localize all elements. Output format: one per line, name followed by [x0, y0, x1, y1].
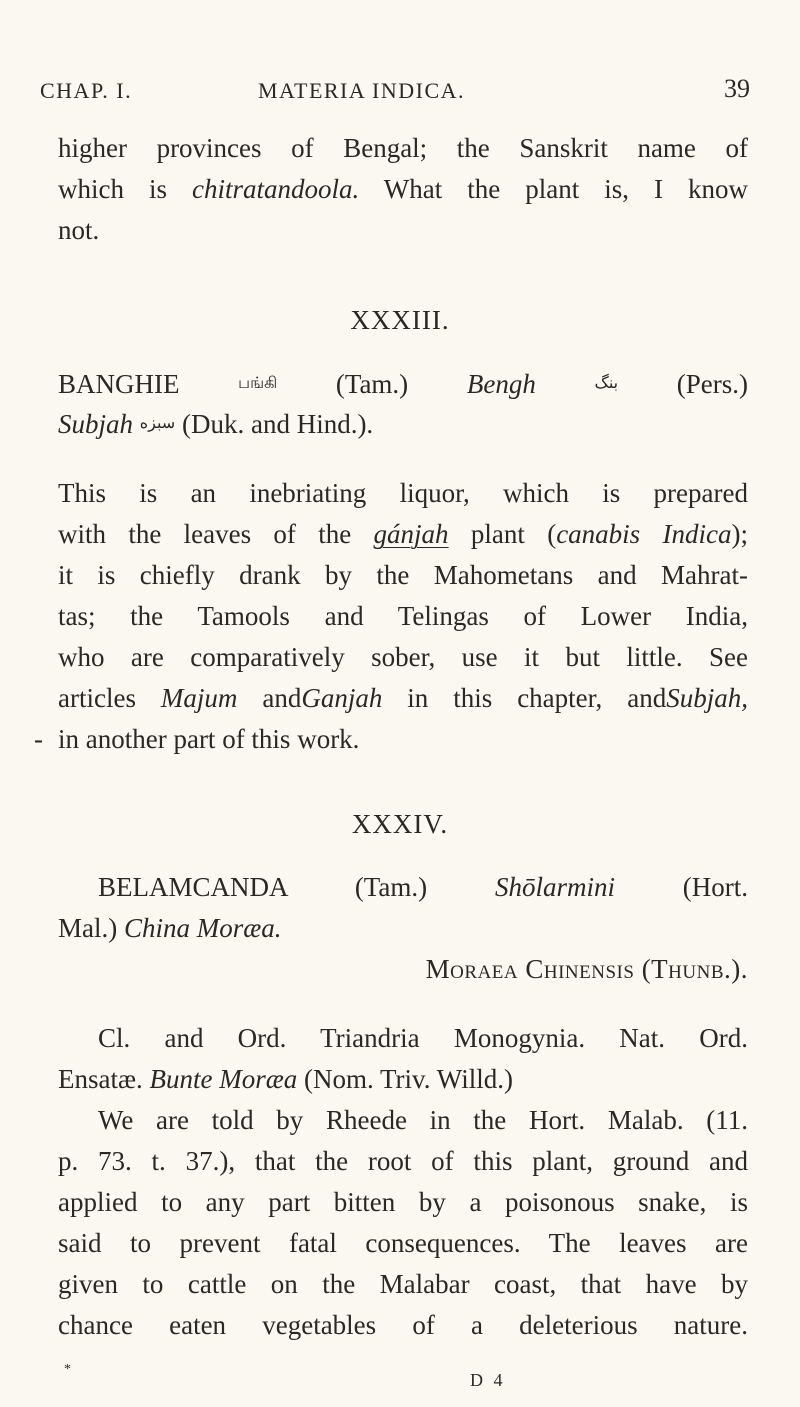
section-33-numeral: XXXIII. — [350, 305, 450, 335]
sec33-para-line-5 — [58, 639, 748, 675]
text: said to prevent fatal consequences. The leaves are — [58, 1228, 748, 1258]
persian-name: Bengh — [466, 369, 536, 399]
text: This is an inebriating liquor, which is prepared — [58, 478, 748, 508]
text: and — [237, 683, 302, 713]
persian-script: بنگ — [594, 375, 619, 392]
sec33-heading-line-2 — [58, 406, 748, 447]
ganjah-ref: Ganjah — [301, 683, 383, 713]
common-name: China Moræa. — [123, 913, 282, 943]
footer-asterisk: * — [64, 1362, 71, 1377]
subjah-ref: Subjah, — [666, 683, 748, 713]
text: in this chapter, and — [382, 683, 667, 713]
text: tas; the Tamools and Telingas of Lower India, — [58, 601, 748, 631]
text: plant ( — [448, 519, 557, 549]
sec33-para-line-4 — [58, 598, 748, 634]
sec34-para-line-3 — [98, 1102, 748, 1138]
text: What the plant is, I know — [359, 174, 749, 204]
chapter-label: CHAP. I. — [40, 78, 133, 103]
sec34-heading-line-1 — [98, 869, 748, 905]
sec33-heading-line-1 — [58, 366, 748, 407]
german-name: Bunte Moræa — [149, 1064, 298, 1094]
text: Ensatæ. — [58, 1064, 150, 1094]
text: We are told by Rheede in the Hort. Malab. (11. — [98, 1105, 748, 1135]
text: chance eaten vegetables of a deleterious nature. — [58, 1310, 748, 1340]
hindustani-name: Subjah — [58, 409, 134, 439]
sec34-para-line-1 — [98, 1020, 748, 1056]
text: with the leaves of the — [58, 519, 374, 549]
botanical-name: canabis Indica — [556, 519, 732, 549]
tamil-script: பங்கி — [238, 375, 278, 392]
page-number: 39 — [724, 74, 750, 103]
sec34-heading-line-2 — [58, 910, 748, 946]
malabar-name: Shōlarmini — [494, 872, 615, 902]
text: given to cattle on the Malabar coast, that have by — [58, 1269, 748, 1299]
text: who are comparatively sober, use it but little. See — [58, 642, 748, 672]
running-title: MATERIA INDICA. — [258, 78, 466, 103]
sec33-para-line-2 — [58, 516, 748, 552]
running-header — [40, 74, 750, 118]
section-34-numeral: XXXIV. — [351, 809, 449, 839]
signature-mark: D 4 — [470, 1370, 506, 1390]
text: Cl. and Ord. Triandria Monogynia. Nat. Ord. — [98, 1023, 748, 1053]
sanskrit-name: chitratandoola. — [192, 174, 360, 204]
text: BANGHIE — [58, 369, 239, 399]
intro-line-2 — [58, 171, 748, 207]
text: not. — [58, 215, 100, 245]
text: BELAMCANDA (Tam.) — [98, 872, 495, 902]
intro-line-1 — [58, 130, 748, 166]
text: (Hort. — [614, 872, 749, 902]
sec33-para-line-3 — [58, 557, 748, 593]
sec34-para-line-6 — [58, 1225, 748, 1261]
text: (Duk. and Hind.). — [175, 409, 374, 439]
text: (Pers.) — [618, 369, 749, 399]
hindustani-script: سبزه — [139, 415, 176, 432]
text: it is chiefly drank by the Mahometans and Mahrat- — [58, 560, 748, 590]
sec34-para-line-2 — [58, 1061, 748, 1097]
sec33-para-line-1 — [58, 475, 748, 511]
intro-line-3 — [58, 212, 748, 248]
text: ); — [731, 519, 748, 549]
text: articles — [58, 683, 161, 713]
sec34-para-line-7 — [58, 1266, 748, 1302]
sec34-botanical-name: Moraea Chinensis (Thunb.). — [425, 954, 748, 984]
sec33-para-line-7 — [58, 721, 748, 757]
sec34-para-line-4 — [58, 1143, 748, 1179]
text: applied to any part bitten by a poisonous snake, is — [58, 1187, 748, 1217]
text: Mal.) — [58, 913, 124, 943]
text: (Tam.) — [277, 369, 467, 399]
text: higher provinces of Bengal; the Sanskrit name of — [58, 133, 748, 163]
sec33-para-line-6 — [58, 680, 748, 716]
text: (Nom. Triv. Willd.) — [297, 1064, 513, 1094]
text: p. 73. t. 37.), that the root of this plant, ground and — [58, 1146, 748, 1176]
sec34-para-line-8 — [58, 1307, 748, 1343]
ganjah-term: gánjah — [373, 519, 449, 549]
text: in another part of this work. — [58, 724, 360, 754]
text: which is — [58, 174, 193, 204]
majum-term: Majum — [160, 683, 238, 713]
margin-dash: - — [34, 724, 43, 754]
sec34-para-line-5 — [58, 1184, 748, 1220]
